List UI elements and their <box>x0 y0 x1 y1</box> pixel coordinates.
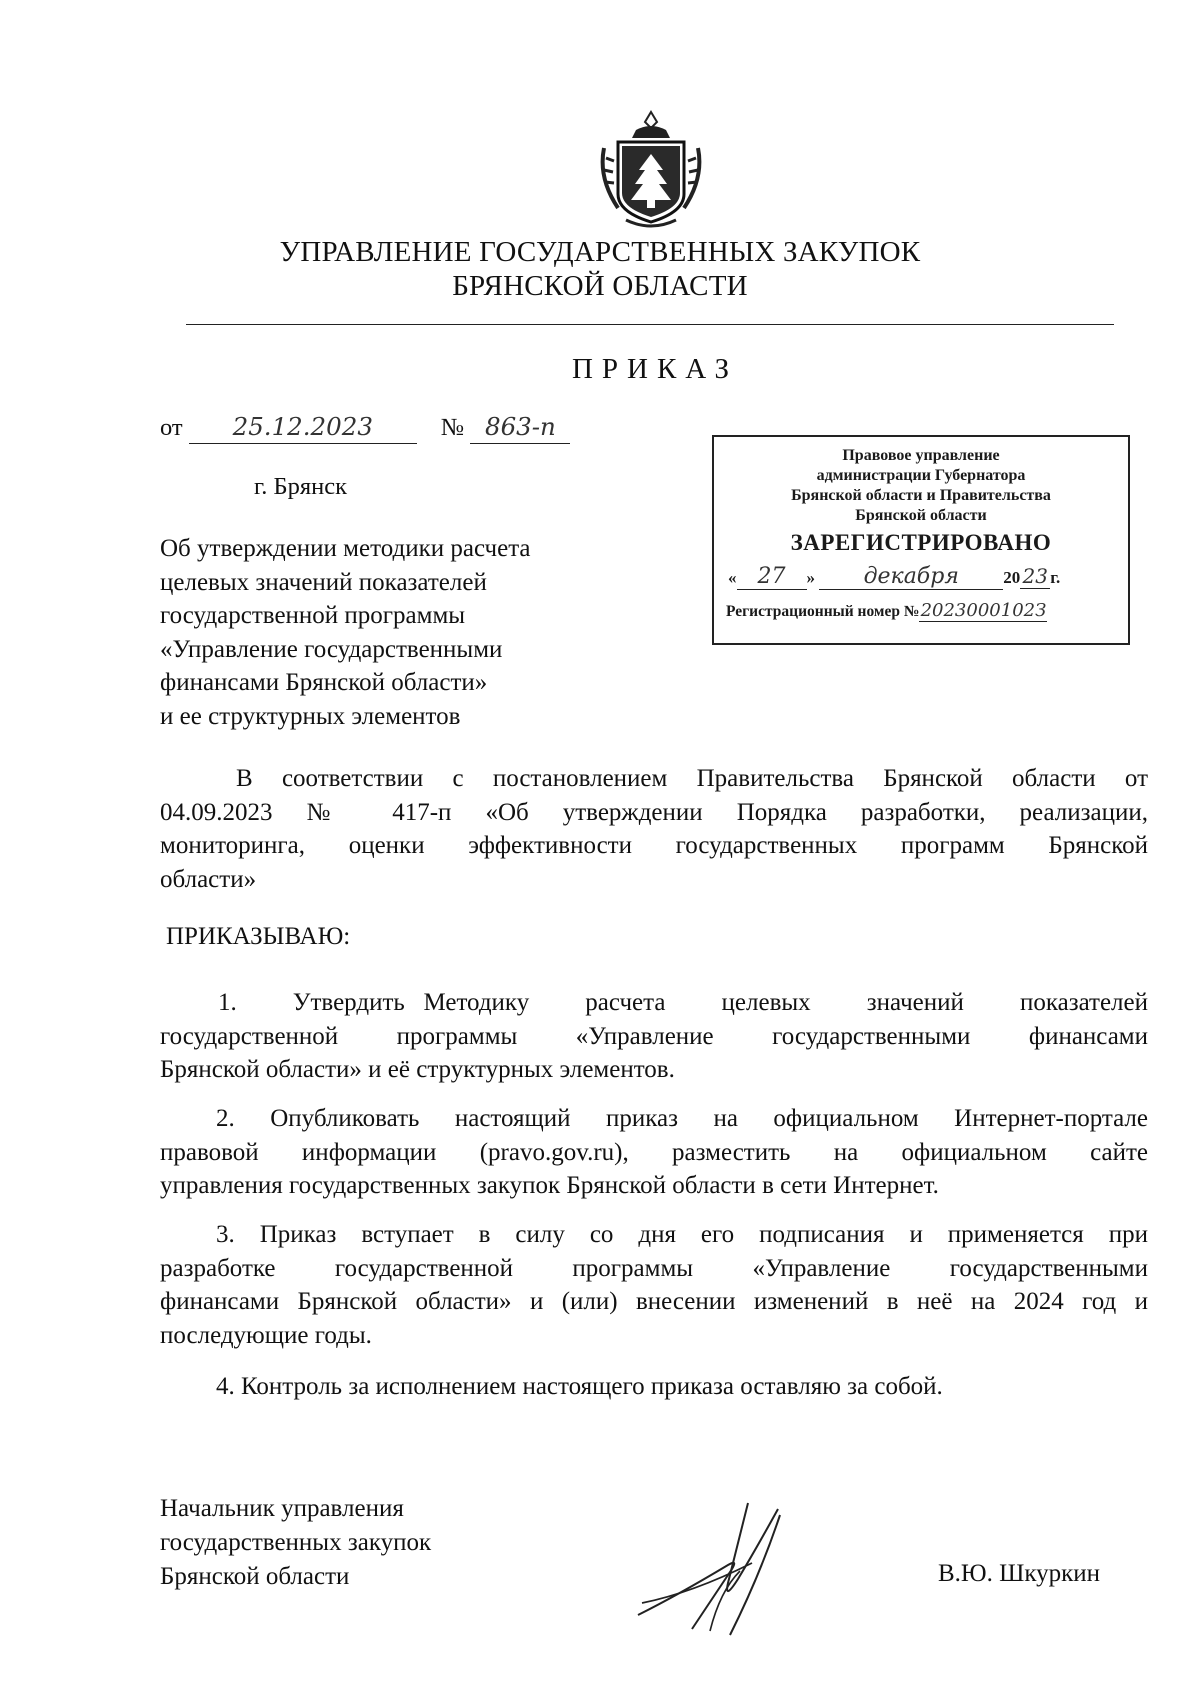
paragraph-line: 1. Утвердить Методику расчета целевых значений показателей <box>218 989 1148 1016</box>
stamp-line-1: Правовое управление <box>842 447 1000 464</box>
order-item-2 <box>160 1102 1148 1203</box>
header-divider <box>186 324 1114 325</box>
stamp-open-quote: « <box>728 568 737 587</box>
position-line: Начальник управления <box>160 1495 404 1522</box>
stamp-status: ЗАРЕГИСТРИРОВАНО <box>790 530 1052 555</box>
position-line: государственных закупок <box>160 1529 432 1556</box>
stamp-day-handwritten: 27 <box>737 564 807 590</box>
order-title <box>160 532 600 733</box>
number-prefix: № <box>440 414 465 441</box>
paragraph-line: последующие годы. <box>160 1321 372 1349</box>
stamp-line-2: администрации Губернатора <box>816 467 1026 484</box>
date-prefix: от <box>160 414 183 441</box>
organization-name-line2: БРЯНСКОЙ ОБЛАСТИ <box>452 270 748 302</box>
stamp-registration-number-handwritten: 2023000102З <box>920 600 1047 621</box>
title-line: «Управление государственными <box>160 635 503 663</box>
stamp-registration-label: Регистрационный номер № <box>726 603 920 620</box>
stamp-year-unit: г. <box>1050 568 1061 587</box>
order-item-1 <box>160 986 1148 1087</box>
title-line: целевых значений показателей <box>160 568 487 596</box>
bryansk-coat-of-arms-icon <box>596 108 706 233</box>
paragraph-line: правовой информации (pravo.gov.ru), разместить на официальном сайте <box>160 1138 1148 1166</box>
stamp-date-row <box>714 564 1128 590</box>
paragraph-line: 04.09.2023 № 417-п «Об утверждении Порядка разработки, реализации, <box>160 798 1148 826</box>
title-line: Об утверждении методики расчета <box>160 535 531 562</box>
position-line: Брянской области <box>160 1563 350 1590</box>
paragraph-line: Брянской области» и её структурных элементов. <box>160 1056 675 1083</box>
paragraph-line: В соответствии с постановлением Правительства Брянской области от <box>236 765 1148 792</box>
document-type-title: ПРИКАЗ <box>571 353 739 385</box>
registration-stamp <box>712 435 1130 645</box>
order-city: г. Брянск <box>254 473 348 500</box>
stamp-month-handwritten: декабря <box>819 564 1003 590</box>
stamp-year-prefix: 20 <box>1003 568 1021 587</box>
paragraph-line: 4. Контроль за исполнением настоящего приказа оставляю за собой. <box>216 1373 943 1400</box>
stamp-line-3: Брянской области и Правительства <box>791 487 1051 504</box>
title-line: финансами Брянской области» <box>160 669 488 696</box>
order-date-handwritten: 25.12.2023 <box>189 410 417 444</box>
order-directive: ПРИКАЗЫВАЮ: <box>166 923 351 950</box>
title-line: государственной программы <box>160 602 466 629</box>
signatory-position <box>160 1492 431 1594</box>
stamp-registration-row <box>714 600 1128 622</box>
paragraph-line: области» <box>160 865 257 893</box>
paragraph-line: 3. Приказ вступает в силу со дня его подписания и применяется при <box>216 1221 1148 1248</box>
stamp-close-quote: » <box>806 568 815 587</box>
order-number-handwritten: 863-п <box>470 410 570 444</box>
title-line: и ее структурных элементов <box>160 702 461 730</box>
stamp-year-handwritten: 23 <box>1020 564 1050 589</box>
order-date-number-row <box>160 410 570 444</box>
order-item-3 <box>160 1218 1148 1352</box>
handwritten-signature <box>630 1495 830 1645</box>
stamp-line-4: Брянской области <box>855 507 987 524</box>
paragraph-line: разработке государственной программы «Управление государственными <box>160 1254 1148 1282</box>
paragraph-line: 2. Опубликовать настоящий приказ на официальном Интернет-портале <box>216 1105 1148 1132</box>
signatory-name: В.Ю. Шкуркин <box>938 1560 1101 1587</box>
preamble-paragraph <box>160 762 1148 896</box>
paragraph-line: государственной программы «Управление государственными финансами <box>160 1022 1148 1050</box>
paragraph-line: мониторинга, оценки эффективности государственных программ Брянской <box>160 832 1148 859</box>
paragraph-line: управления государственных закупок Брянской области в сети Интернет. <box>160 1172 939 1199</box>
order-item-4 <box>160 1370 1148 1404</box>
paragraph-line: финансами Брянской области» и (или) внесении изменений в неё на 2024 год и <box>160 1288 1148 1315</box>
organization-name-line1: УПРАВЛЕНИЕ ГОСУДАРСТВЕННЫХ ЗАКУПОК <box>279 236 921 268</box>
